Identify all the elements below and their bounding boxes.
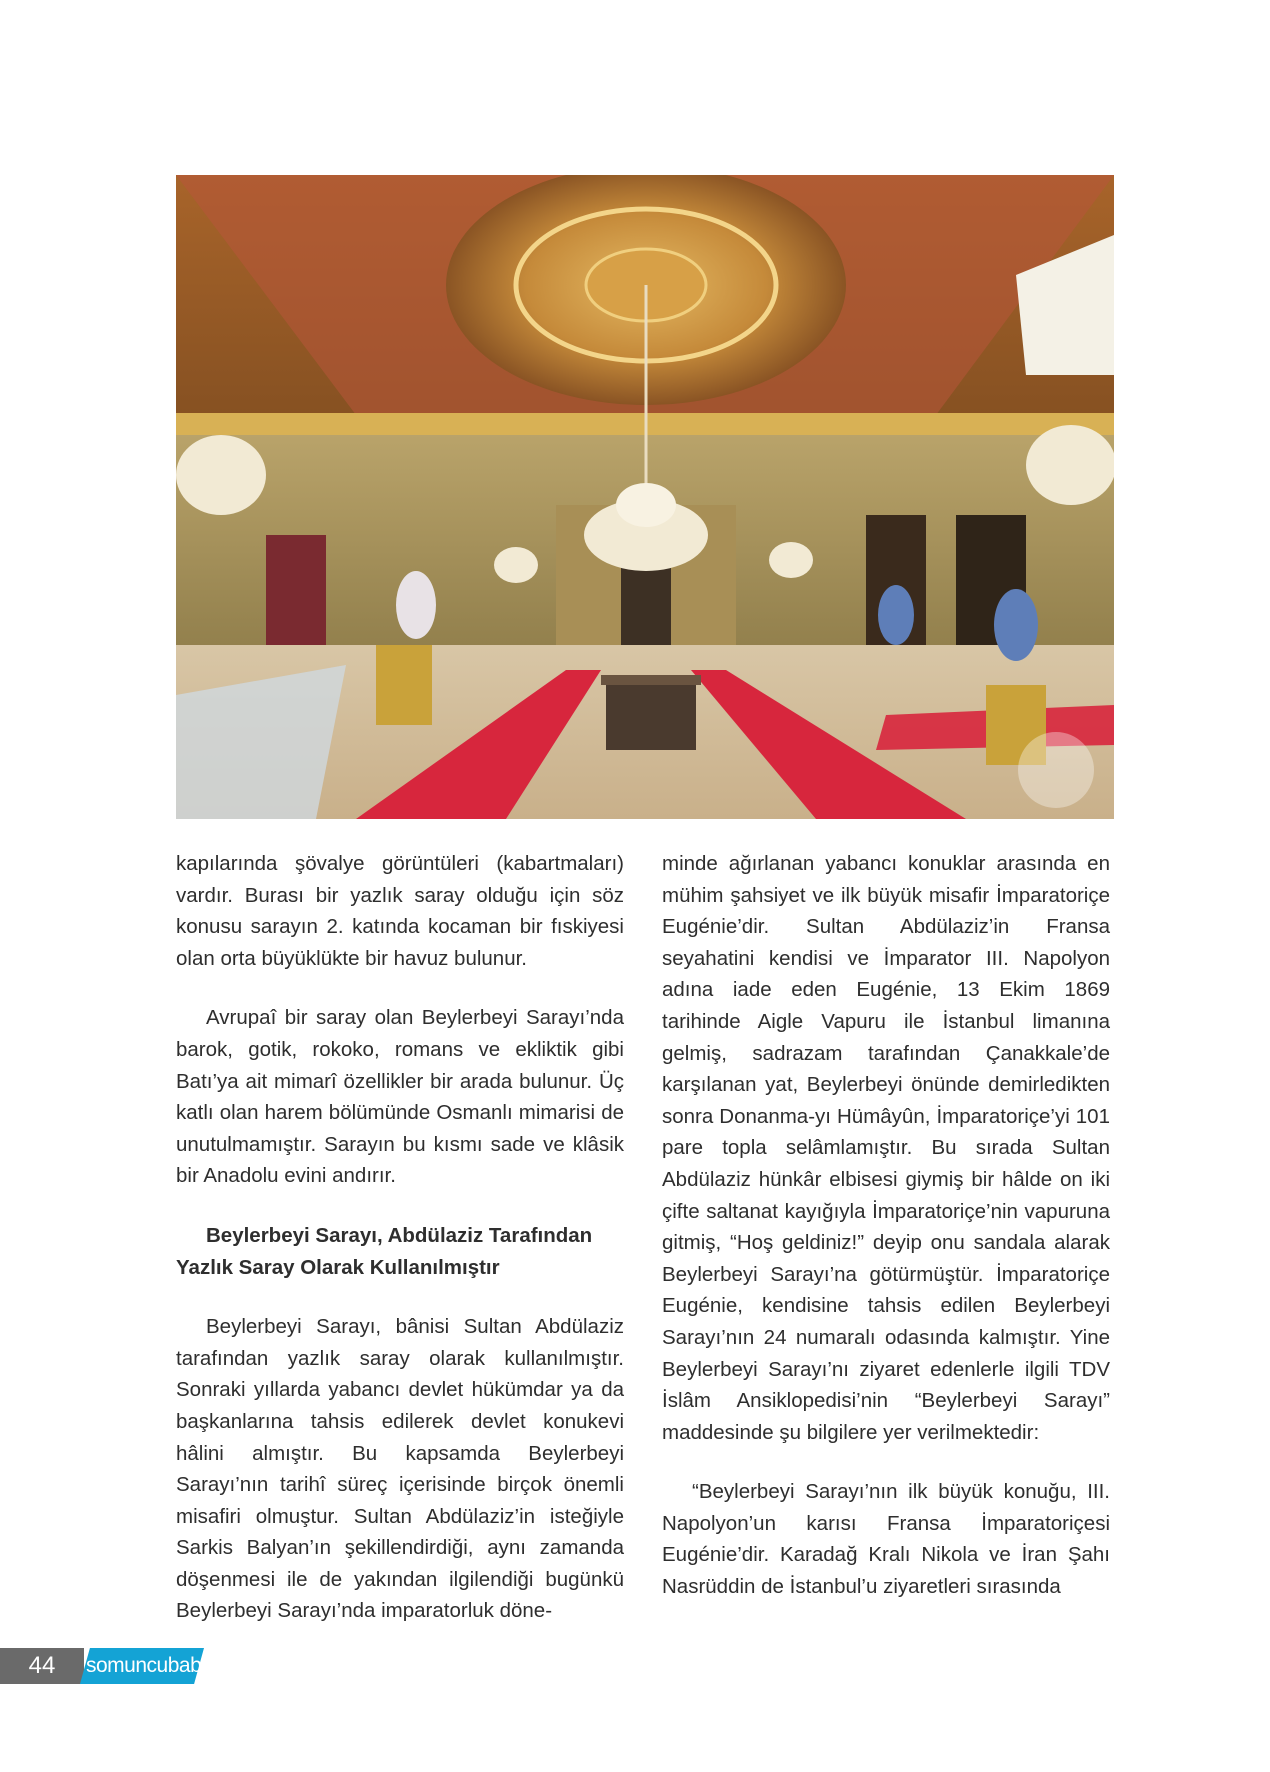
- page-number: 44: [28, 1652, 56, 1679]
- right-column: [662, 848, 1110, 1603]
- photo-watermark-icon: [1018, 732, 1094, 808]
- section-heading: Beylerbeyi Sarayı, Abdülaziz Tarafından Yazlık Saray Olarak Kullanılmıştır: [176, 1223, 593, 1279]
- paragraph-2: Avrupaî bir saray olan Beylerbeyi Sarayı’nda barok, gotik, rokoko, romans ve ekliktik gibi Batı’ya ait mimarî özellikler bir arada bulunur. Üç katlı olan harem bölümünde Osmanlı mimarisi de unutulmamıştır. Sarayın bu kısmı sade ve klâsik bir Anadolu evini andırır.: [176, 1006, 624, 1188]
- page-footer: [0, 1648, 213, 1684]
- left-column: [176, 848, 624, 1627]
- palace-interior-photo: [176, 175, 1114, 819]
- paragraph-1: kapılarında şövalye görüntüleri (kabartmaları) vardır. Burası bir yazlık saray olduğu için söz konusu sarayın 2. katında kocaman bir fıskiyesi olan orta büyüklükte bir havuz bulunur.: [176, 852, 624, 970]
- paragraph-5: “Beylerbeyi Sarayı’nın ilk büyük konuğu, III. Napolyon’un karısı Fransa İmparatoriçesi Eugénie’dir. Karadağ Kralı Nikola ve İran Şahı Nasrüddin de İstanbul’u ziyaretleri sırasında: [662, 1480, 1110, 1599]
- palace-interior-illustration: [176, 175, 1114, 819]
- paragraph-4: minde ağırlanan yabancı konuklar arasında en mühim şahsiyet ve ilk büyük misafir İmparatoriçe Eugénie’dir. Sultan Abdülaziz’in Fransa seyahatini kendisi ve İmparator III. Napolyon adına iade eden Eugénie, 13 Ekim 1869 tarihinde Aigle Vapuru ile İstanbul limanına gelmiş, sadrazam tarafından Çanakkale’de karşılanan yat, Beylerbeyi önünde demirledikten sonra Donanma-yı Hümâyûn, İmparatoriçe’yi 101 pare topla selâmlamıştır. Bu sırada Sultan Abdülaziz hünkâr elbisesi giymiş bir hâlde on iki çifte saltanat kayığıyla İmparatoriçe’nin vapuruna gitmiş, “Hoş geldiniz!” deyip onu sandala alarak Beylerbeyi Sarayı’na götürmüştür. İmparatoriçe Eugénie, kendisine tahsis edilen Beylerbeyi Sarayı’nın 24 numaralı odasında kalmıştır. Yine Beylerbeyi Sarayı’nı ziyaret edenlerle ilgili TDV İslâm Ansiklopedisi’nin “Beylerbeyi Sarayı” maddesinde şu bilgilere yer verilmektedir:: [662, 852, 1110, 1444]
- brand-name: somuncubaba: [86, 1654, 213, 1677]
- paragraph-3: Beylerbeyi Sarayı, bânisi Sultan Abdülaziz tarafından yazlık saray olarak kullanılmıştır. Sonraki yıllarda yabancı devlet hükümdar ya da başkanlarına tahsis edilerek devlet konukevi hâlini almıştır. Bu kapsamda Beylerbeyi Sarayı’nın tarihî süreç içerisinde birçok önemli misafiri olmuştur. Sultan Abdülaziz’in isteğiyle Sarkis Balyan’ın şekillendirdiği, aynı zamanda döşenmesi ile de yakından ilgilendiği bugünkü Beylerbeyi Sarayı’nda imparatorluk döne-: [176, 1315, 624, 1623]
